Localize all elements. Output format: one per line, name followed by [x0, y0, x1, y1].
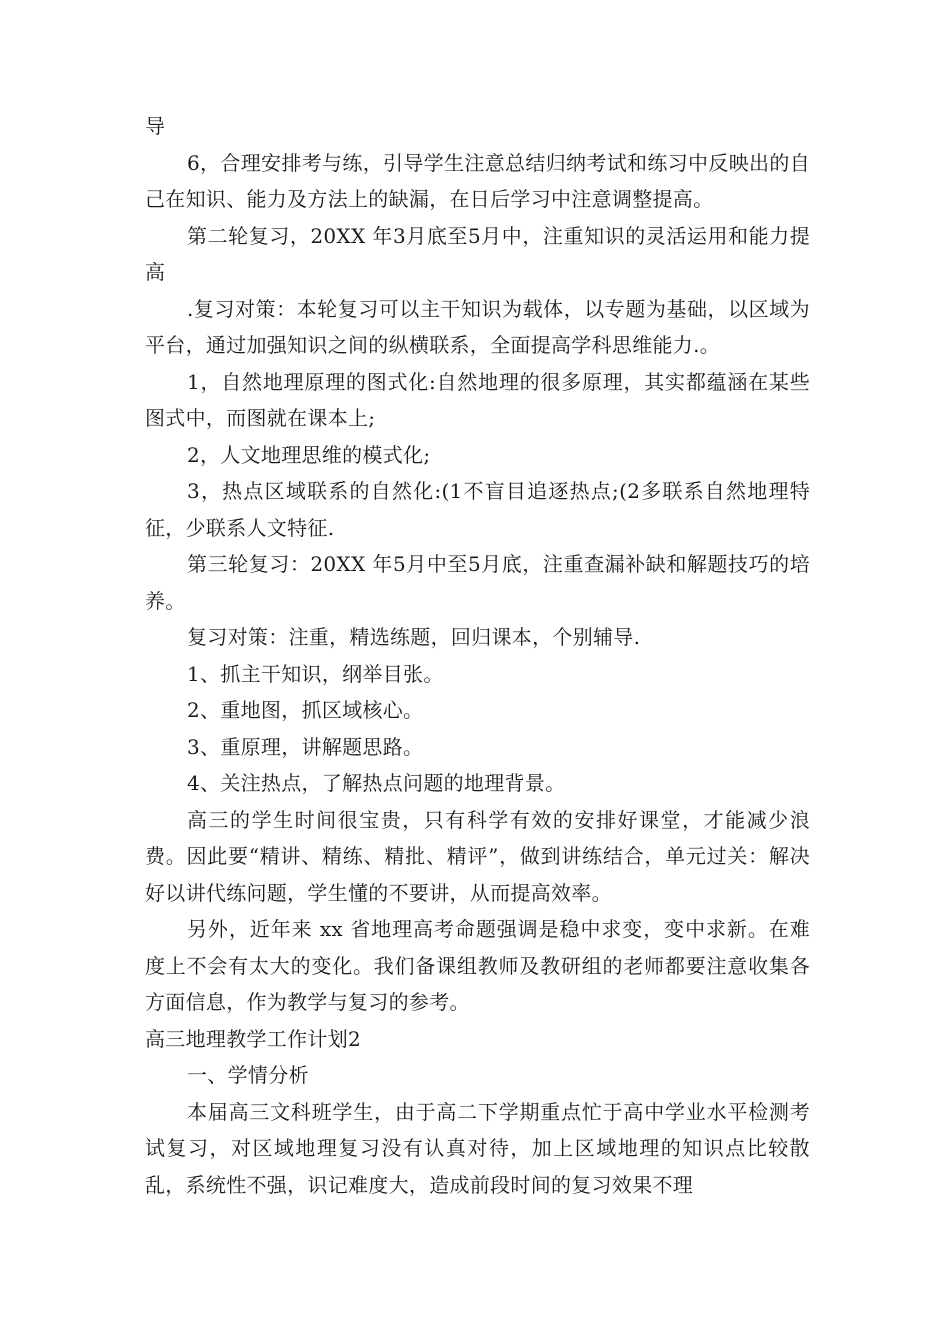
paragraph-point-4: 4、关注热点，了解热点问题的地理背景。	[187, 771, 566, 795]
paragraph-strategy-3: 3，热点区域联系的自然化:(1不盲目追逐热点;(2多联系自然地理特征，少联系人文特征.	[145, 479, 810, 540]
paragraph-strategy-2: 2，人文地理思维的模式化;	[187, 442, 431, 467]
paragraph-point-1: 1、抓主干知识，纲举目张。	[187, 661, 444, 686]
paragraph-point-3: 3、重原理，讲解题思路。	[187, 734, 424, 759]
paragraph-item-6: 6，合理安排考与练，引导学生注意总结归纳考试和练习中反映出的自己在知识、能力及方法上的缺漏，在日后学习中注意调整提高。	[145, 150, 810, 211]
paragraph-point-2: 2、重地图，抓区域核心。	[187, 698, 424, 722]
document-body	[145, 108, 810, 1203]
paragraph-second-round-strategy: .复习对策：本轮复习可以主干知识为载体，以专题为基础，以区域为平台，通过加强知识之间的纵横联系，全面提高学科思维能力.。	[145, 296, 810, 357]
paragraph-classroom-efficiency: 高三的学生时间很宝贵，只有科学有效的安排好课堂，才能减少浪费。因此要“精讲、精练、精批、精评”，做到讲练结合，单元过关：解决好以讲代练问题，学生懂的不要讲，从而提高效率。	[145, 807, 810, 905]
paragraph-strategy-1: 1，自然地理原理的图式化:自然地理的很多原理，其实都蕴涵在某些图式中，而图就在课本上;	[145, 369, 810, 430]
paragraph-third-round-strategy: 复习对策：注重，精选练题，回归课本，个别辅导.	[187, 625, 641, 649]
paragraph-second-round: 第二轮复习，20XX 年3月底至5月中，注重知识的灵活运用和能力提高	[145, 223, 810, 284]
paragraph-third-round: 第三轮复习：20XX 年5月中至5月底，注重查漏补缺和解题技巧的培养。	[145, 552, 810, 613]
paragraph-continuation: 导	[145, 114, 166, 138]
paragraph-exam-trend: 另外，近年来 xx 省地理高考命题强调是稳中求变，变中求新。在难度上不会有太大的变化。我们备课组教师及教研组的老师都要注意收集各方面信息，作为教学与复习的参考。	[145, 917, 810, 1014]
section-title-plan-2: 高三地理教学工作计划2	[145, 1026, 362, 1051]
paragraph-student-analysis: 本届高三文科班学生，由于高二下学期重点忙于高中学业水平检测考试复习，对区域地理复习没有认真对待，加上区域地理的知识点比较散乱，系统性不强，识记难度大，造成前段时间的复习效果不理	[145, 1099, 810, 1197]
section-heading-student-analysis: 一、学情分析	[187, 1063, 309, 1087]
